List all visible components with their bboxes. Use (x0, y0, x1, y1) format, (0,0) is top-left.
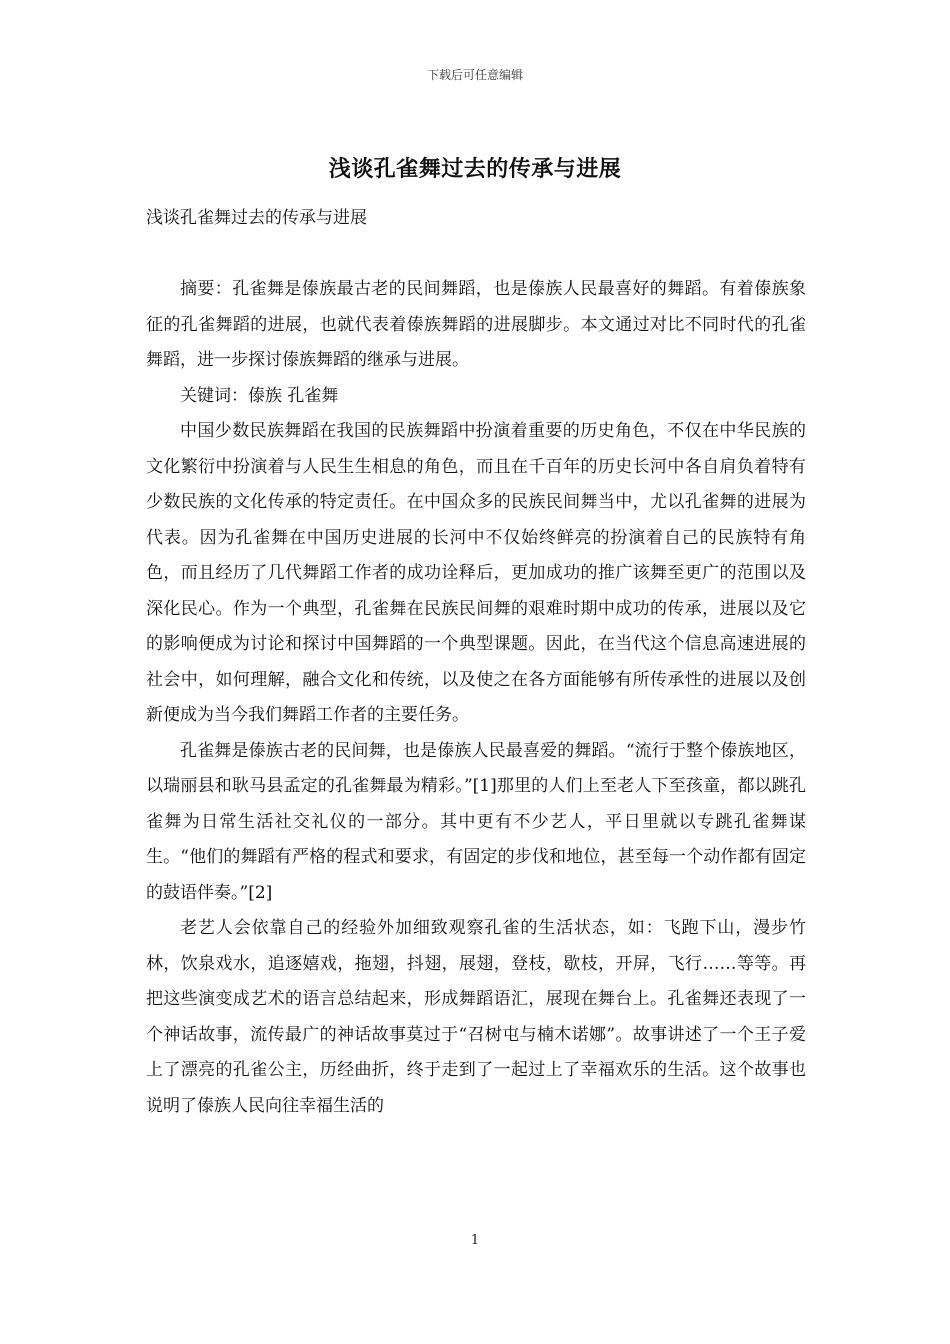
document-body (146, 272, 806, 1124)
document-subtitle: 浅谈孔雀舞过去的传承与进展 (146, 208, 367, 228)
page-number: 1 (470, 1233, 480, 1248)
document-title: 浅谈孔雀舞过去的传承与进展 (328, 156, 622, 182)
keywords-line: 关键词：傣族 孔雀舞 (180, 385, 339, 406)
body-paragraph: 中国少数民族舞蹈在我国的民族舞蹈中扮演着重要的历史角色，不仅在中华民族的文化繁衍中扮演着与人民生生相息的角色，而且在千百年的历史长河中各自肩负着特有少数民族的文化传承的特定责任。在中国众多的民族民间舞当中，尤以孔雀舞的进展为代表。因为孔雀舞在中国历史进展的长河中不仅始终鲜亮的扮演着自己的民族特有角色，而且经历了几代舞蹈工作者的成功诠释后，更加成功的推广该舞至更广的范围以及深化民心。作为一个典型，孔雀舞在民族民间舞的艰难时期中成功的传承，进展以及它的影响便成为讨论和探讨中国舞蹈的一个典型课题。因此，在当代这个信息高速进展的社会中，如何理解，融合文化和传统，以及使之在各方面能够有所传承性的进展以及创新便成为当今我们舞蹈工作者的主要任务。 (146, 421, 806, 725)
body-paragraph: 老艺人会依靠自己的经验外加细致观察孔雀的生活状态，如：飞跑下山，漫步竹林，饮泉戏水，追逐嬉戏，拖翅，抖翅，展翅，登枝，歇枝，开屏，飞行……等等。再把这些演变成艺术的语言总结起来，形成舞蹈语汇，展现在舞台上。孔雀舞还表现了一个神话故事，流传最广的神话故事莫过于“召树屯与楠木诺娜”。故事讲述了一个王子爱上了漂亮的孔雀公主，历经曲折，终于走到了一起过上了幸福欢乐的生活。这个故事也说明了傣族人民向往幸福生活的 (146, 918, 806, 1116)
page-header-note: 下载后可任意编辑 (426, 68, 523, 82)
body-paragraph: 孔雀舞是傣族古老的民间舞，也是傣族人民最喜爱的舞蹈。“流行于整个傣族地区，以瑞丽县和耿马县孟定的孔雀舞最为精彩。”[1]那里的人们上至老人下至孩童，都以跳孔雀舞为日常生活社交礼仪的一部分。其中更有不少艺人，平日里就以专跳孔雀舞谋生。“他们的舞蹈有严格的程式和要求，有固定的步伐和地位，甚至每一个动作都有固定的鼓语伴奏。”[2] (146, 740, 806, 903)
abstract-paragraph: 摘要：孔雀舞是傣族最古老的民间舞蹈，也是傣族人民最喜好的舞蹈。有着傣族象征的孔雀舞蹈的进展，也就代表着傣族舞蹈的进展脚步。本文通过对比不同时代的孔雀舞蹈，进一步探讨傣族舞蹈的继承与进展。 (146, 279, 806, 370)
